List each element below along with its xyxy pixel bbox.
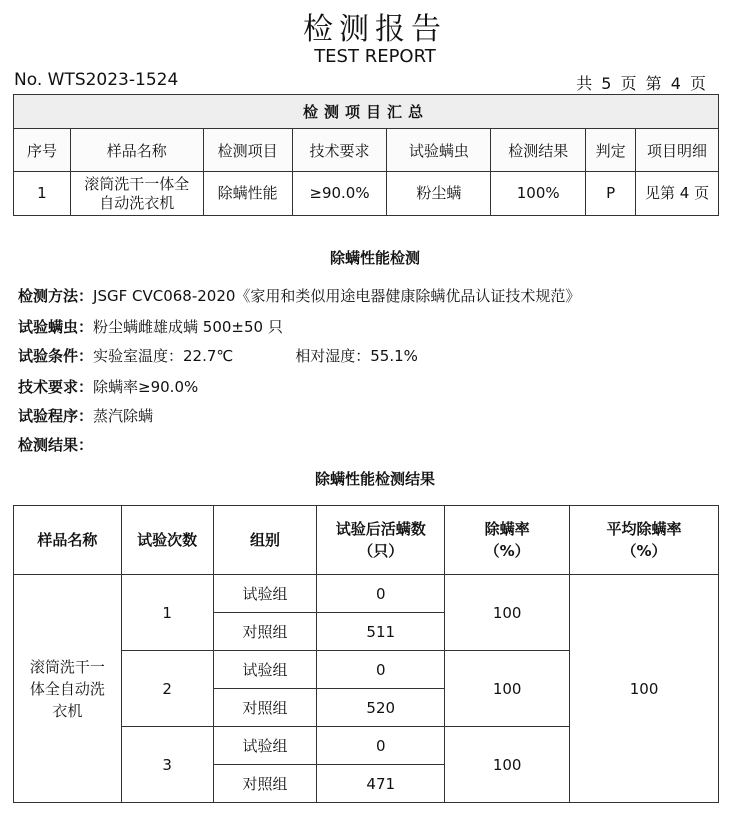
average-rate: 100 bbox=[570, 575, 719, 803]
humidity-value: 相对湿度：55.1% bbox=[295, 347, 418, 365]
summary-requirement: ≥90.0% bbox=[292, 172, 387, 216]
result-field bbox=[18, 434, 93, 455]
summary-sample: 滚筒洗干一体全自动洗衣机 bbox=[70, 172, 203, 216]
summary-detail: 见第 4 页 bbox=[636, 172, 719, 216]
mite-count: 520 bbox=[317, 689, 445, 727]
result-header-average: 平均除螨率（%） bbox=[570, 506, 719, 575]
group-name: 对照组 bbox=[213, 765, 317, 803]
temperature-value: 实验室温度：22.7℃ bbox=[93, 347, 234, 365]
result-sample-name: 滚筒洗干一体全自动洗衣机 bbox=[14, 575, 122, 803]
summary-index: 1 bbox=[14, 172, 71, 216]
table-row bbox=[14, 172, 719, 216]
result-header-sample: 样品名称 bbox=[14, 506, 122, 575]
report-title: 检测报告 bbox=[303, 12, 447, 47]
summary-header-verdict: 判定 bbox=[586, 129, 636, 172]
result-header-group: 组别 bbox=[213, 506, 317, 575]
procedure-value: 蒸汽除螨 bbox=[93, 407, 154, 425]
requirement-value: 除螨率≥90.0% bbox=[93, 378, 199, 396]
mite-label: 试验螨虫： bbox=[18, 318, 94, 336]
result-header-rate: 除螨率（%） bbox=[445, 506, 570, 575]
group-name: 对照组 bbox=[213, 689, 317, 727]
removal-rate: 100 bbox=[445, 575, 570, 651]
mite-count: 511 bbox=[317, 613, 445, 651]
procedure-field bbox=[18, 405, 153, 426]
summary-verdict: P bbox=[586, 172, 636, 216]
result-table bbox=[13, 505, 719, 803]
conditions-label: 试验条件： bbox=[18, 347, 94, 365]
group-name: 对照组 bbox=[213, 613, 317, 651]
summary-header-item: 检测项目 bbox=[203, 129, 292, 172]
summary-table bbox=[13, 94, 719, 216]
report-subtitle: TEST REPORT bbox=[314, 46, 436, 67]
result-header-count: 试验后活螨数（只） bbox=[317, 506, 445, 575]
section-title: 除螨性能检测 bbox=[329, 249, 420, 267]
method-label: 检测方法： bbox=[18, 287, 94, 305]
group-name: 试验组 bbox=[213, 575, 317, 613]
trial-number: 3 bbox=[121, 727, 213, 803]
mite-count: 0 bbox=[317, 575, 445, 613]
summary-header-index: 序号 bbox=[14, 129, 71, 172]
summary-header-requirement: 技术要求 bbox=[292, 129, 387, 172]
procedure-label: 试验程序： bbox=[18, 407, 94, 425]
table-row bbox=[14, 575, 719, 613]
requirement-field bbox=[18, 376, 198, 397]
summary-header-result: 检测结果 bbox=[491, 129, 586, 172]
trial-number: 2 bbox=[121, 651, 213, 727]
conditions-field bbox=[18, 345, 418, 366]
trial-number: 1 bbox=[121, 575, 213, 651]
mite-field bbox=[18, 316, 283, 337]
summary-result: 100% bbox=[491, 172, 586, 216]
summary-header-detail: 项目明细 bbox=[636, 129, 719, 172]
method-value: JSGF CVC068-2020《家用和类似用途电器健康除螨优品认证技术规范》 bbox=[93, 287, 581, 305]
mite-count: 0 bbox=[317, 651, 445, 689]
group-name: 试验组 bbox=[213, 651, 317, 689]
method-field bbox=[18, 285, 580, 306]
summary-header-mite: 试验螨虫 bbox=[387, 129, 491, 172]
summary-caption: 检测项目汇总 bbox=[14, 95, 719, 129]
result-label: 检测结果： bbox=[18, 436, 94, 454]
removal-rate: 100 bbox=[445, 727, 570, 803]
summary-header-sample: 样品名称 bbox=[70, 129, 203, 172]
result-table-title: 除螨性能检测结果 bbox=[314, 470, 435, 488]
result-header-trial: 试验次数 bbox=[121, 506, 213, 575]
report-number: No. WTS2023-1524 bbox=[14, 70, 179, 90]
removal-rate: 100 bbox=[445, 651, 570, 727]
summary-item: 除螨性能 bbox=[203, 172, 292, 216]
mite-count: 471 bbox=[317, 765, 445, 803]
page-info: 共 5 页 第 4 页 bbox=[576, 74, 708, 93]
mite-value: 粉尘螨雌雄成螨 500±50 只 bbox=[93, 318, 283, 336]
mite-count: 0 bbox=[317, 727, 445, 765]
requirement-label: 技术要求： bbox=[18, 378, 94, 396]
summary-mite: 粉尘螨 bbox=[387, 172, 491, 216]
group-name: 试验组 bbox=[213, 727, 317, 765]
